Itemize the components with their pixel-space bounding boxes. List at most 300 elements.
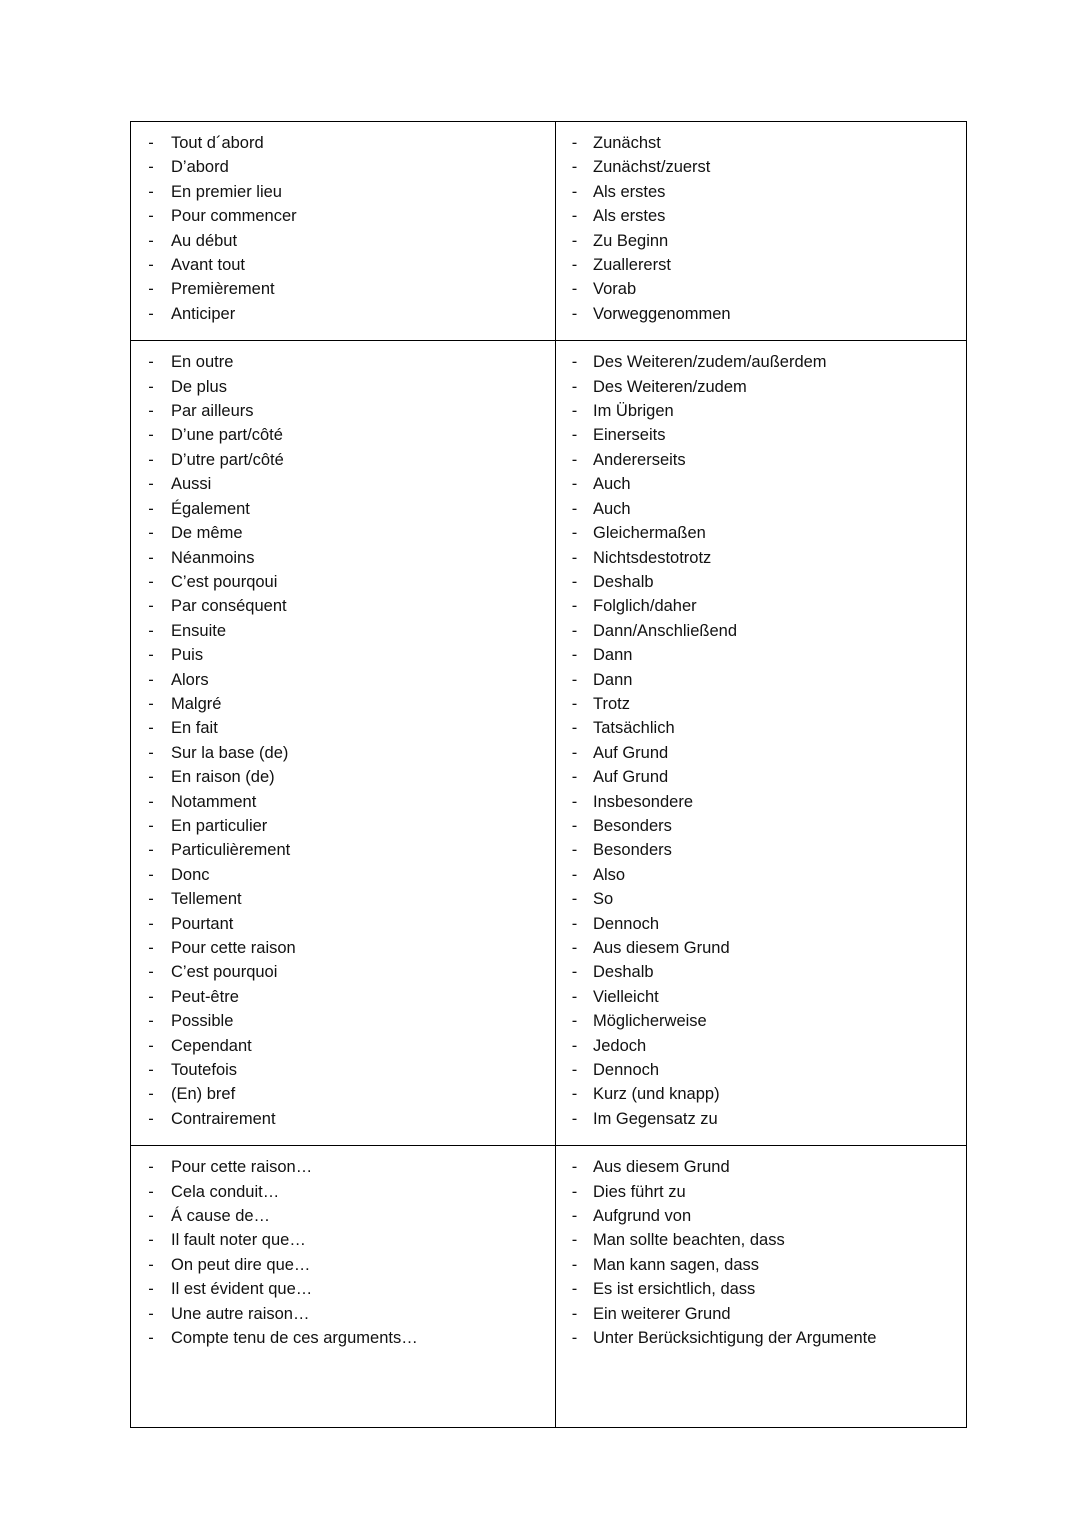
list-item xyxy=(131,1204,555,1228)
bullet-dash: - xyxy=(148,1085,154,1104)
list-item-label: Tout d´abord xyxy=(171,134,264,152)
list-item xyxy=(131,912,555,936)
list-item xyxy=(556,229,966,253)
section-3-french-spacer xyxy=(131,1351,555,1413)
list-item-label: Aus diesem Grund xyxy=(593,939,730,957)
list-item xyxy=(131,716,555,740)
list-item-label: Au début xyxy=(171,231,238,250)
bullet-dash: - xyxy=(571,987,578,1006)
list-item-label: Une autre raison… xyxy=(171,1304,310,1323)
list-item-label: De même xyxy=(171,524,243,543)
list-item-label: Gleichermaßen xyxy=(593,524,706,543)
bullet-dash: - xyxy=(571,1182,578,1201)
bullet-dash: - xyxy=(571,694,578,713)
list-item-label: Malgré xyxy=(171,694,222,713)
bullet-dash: - xyxy=(148,402,154,421)
list-item-label: Alors xyxy=(171,670,209,689)
list-item-label: Premièrement xyxy=(171,280,275,299)
section-2-french-list xyxy=(131,350,555,1131)
list-item xyxy=(556,692,966,716)
bullet-dash: - xyxy=(571,475,578,494)
list-item-label: Des Weiteren/zudem/außerdem xyxy=(593,353,827,372)
list-item xyxy=(556,1228,966,1252)
list-item xyxy=(131,1082,555,1106)
list-item-label: Man sollte beachten, dass xyxy=(593,1231,785,1250)
list-item-label: Auch xyxy=(593,499,631,518)
list-item-label: Im Gegensatz zu xyxy=(593,1109,718,1128)
bullet-dash: - xyxy=(571,1158,578,1177)
bullet-dash: - xyxy=(148,1231,154,1250)
section-1-french-list xyxy=(131,131,555,326)
list-item-label: Donc xyxy=(171,865,210,884)
bullet-dash: - xyxy=(148,1012,154,1031)
section-1-german-list xyxy=(556,131,966,326)
list-item xyxy=(556,1277,966,1301)
list-item-label: Particulièrement xyxy=(171,841,291,860)
list-item-label: Toutefois xyxy=(171,1061,238,1080)
list-item xyxy=(556,741,966,765)
bullet-dash: - xyxy=(571,182,578,201)
list-item xyxy=(556,423,966,447)
list-item xyxy=(131,546,555,570)
list-item-label: En particulier xyxy=(171,816,268,835)
list-item-label: Pour cette raison xyxy=(171,939,296,957)
list-item-label: Tatsächlich xyxy=(593,719,675,738)
bullet-dash: - xyxy=(571,207,578,226)
bullet-dash: - xyxy=(148,475,154,494)
bullet-dash: - xyxy=(148,621,154,640)
list-item-label: Vorweggenommen xyxy=(593,304,731,323)
list-item xyxy=(131,741,555,765)
bullet-dash: - xyxy=(148,597,154,616)
list-item xyxy=(556,1107,966,1131)
list-item xyxy=(556,497,966,521)
bullet-dash: - xyxy=(571,256,578,275)
bullet-dash: - xyxy=(148,256,154,275)
list-item xyxy=(131,692,555,716)
list-item xyxy=(131,399,555,423)
bullet-dash: - xyxy=(571,426,578,445)
bullet-dash: - xyxy=(571,621,578,640)
bullet-dash: - xyxy=(148,939,154,957)
list-item xyxy=(556,204,966,228)
list-item xyxy=(131,838,555,862)
bullet-dash: - xyxy=(571,1061,578,1080)
bullet-dash: - xyxy=(148,548,154,567)
bullet-dash: - xyxy=(571,450,578,469)
list-item-label: Aussi xyxy=(171,475,212,494)
bullet-dash: - xyxy=(148,182,154,201)
list-item xyxy=(131,204,555,228)
list-item xyxy=(556,521,966,545)
list-item-label: Avant tout xyxy=(171,256,246,275)
bullet-dash: - xyxy=(148,304,154,323)
list-item xyxy=(131,497,555,521)
list-item-label: Einerseits xyxy=(593,426,666,445)
bullet-dash: - xyxy=(571,499,578,518)
list-item-label: Aus diesem Grund xyxy=(593,1158,730,1177)
list-item-label: Aufgrund von xyxy=(593,1207,692,1226)
list-item-label: Possible xyxy=(171,1012,234,1031)
bullet-dash: - xyxy=(148,694,154,713)
list-item xyxy=(556,594,966,618)
list-item-label: Also xyxy=(593,865,626,884)
bullet-dash: - xyxy=(148,646,154,665)
list-item-label: Á cause de… xyxy=(171,1207,271,1226)
list-item xyxy=(556,814,966,838)
table-row xyxy=(131,341,967,1146)
bullet-dash: - xyxy=(571,1109,578,1128)
bullet-dash: - xyxy=(571,280,578,299)
list-item xyxy=(556,765,966,789)
bullet-dash: - xyxy=(571,841,578,860)
bullet-dash: - xyxy=(148,1036,154,1055)
bullet-dash: - xyxy=(148,499,154,518)
bullet-dash: - xyxy=(148,1280,154,1299)
list-item-label: Zunächst/zuerst xyxy=(593,158,711,177)
list-item xyxy=(556,448,966,472)
bullet-dash: - xyxy=(148,816,154,835)
list-item-label: Dennoch xyxy=(593,914,660,933)
list-item xyxy=(131,1034,555,1058)
bullet-dash: - xyxy=(571,1280,578,1299)
list-item-label: Jedoch xyxy=(593,1036,647,1055)
list-item-label: De plus xyxy=(171,377,227,396)
list-item xyxy=(131,619,555,643)
vocabulary-table xyxy=(130,121,967,1428)
list-item xyxy=(131,668,555,692)
list-item-label: Vielleicht xyxy=(593,987,659,1006)
bullet-dash: - xyxy=(571,792,578,811)
list-item xyxy=(556,1253,966,1277)
list-item xyxy=(131,594,555,618)
list-item-label: So xyxy=(593,890,614,909)
list-item xyxy=(131,448,555,472)
list-item xyxy=(556,1155,966,1179)
bullet-dash: - xyxy=(148,1061,154,1080)
bullet-dash: - xyxy=(148,719,154,738)
list-item-label: Als erstes xyxy=(593,207,666,226)
bullet-dash: - xyxy=(571,402,578,421)
list-item xyxy=(131,1253,555,1277)
list-item xyxy=(131,643,555,667)
bullet-dash: - xyxy=(571,377,578,396)
list-item-label: C’est pourquoi xyxy=(171,963,278,982)
section-2-german-list xyxy=(556,350,966,1131)
list-item xyxy=(556,716,966,740)
bullet-dash: - xyxy=(571,524,578,543)
bullet-dash: - xyxy=(571,1207,578,1226)
list-item xyxy=(556,155,966,179)
list-item-label: Des Weiteren/zudem xyxy=(593,377,747,396)
list-item xyxy=(556,838,966,862)
bullet-dash: - xyxy=(571,572,578,591)
list-item-label: Il fault noter que… xyxy=(171,1231,306,1250)
list-item xyxy=(131,1302,555,1326)
bullet-dash: - xyxy=(148,1182,154,1201)
list-item xyxy=(131,570,555,594)
bullet-dash: - xyxy=(148,1255,154,1274)
list-item xyxy=(556,985,966,1009)
list-item-label: Dann xyxy=(593,646,633,665)
bullet-dash: - xyxy=(148,158,154,177)
bullet-dash: - xyxy=(148,1158,154,1177)
bullet-dash: - xyxy=(148,841,154,860)
list-item-label: Dies führt zu xyxy=(593,1182,686,1201)
bullet-dash: - xyxy=(148,1329,154,1348)
list-item xyxy=(556,472,966,496)
section-2-german-cell xyxy=(556,341,967,1146)
list-item-label: Notamment xyxy=(171,792,257,811)
list-item xyxy=(556,1326,966,1350)
list-item-label: Dennoch xyxy=(593,1061,660,1080)
list-item xyxy=(556,1204,966,1228)
list-item-label: Es ist ersichtlich, dass xyxy=(593,1280,756,1299)
table-row xyxy=(131,122,967,341)
list-item xyxy=(131,229,555,253)
bullet-dash: - xyxy=(148,987,154,1006)
list-item-label: C’est pourqoui xyxy=(171,572,278,591)
list-item xyxy=(556,570,966,594)
bullet-dash: - xyxy=(571,1231,578,1250)
list-item-label: Compte tenu de ces arguments… xyxy=(171,1329,418,1348)
list-item xyxy=(131,350,555,374)
list-item xyxy=(556,1009,966,1033)
list-item-label: Cela conduit… xyxy=(171,1182,280,1201)
bullet-dash: - xyxy=(148,792,154,811)
list-item xyxy=(556,277,966,301)
list-item-label: En outre xyxy=(171,353,234,372)
section-3-french-cell xyxy=(131,1146,556,1427)
list-item xyxy=(556,546,966,570)
list-item xyxy=(131,814,555,838)
list-item-label: En raison (de) xyxy=(171,768,275,787)
list-item xyxy=(556,131,966,155)
list-item xyxy=(131,472,555,496)
list-item xyxy=(131,765,555,789)
bullet-dash: - xyxy=(571,939,578,957)
bullet-dash: - xyxy=(571,1329,578,1348)
list-item xyxy=(556,350,966,374)
list-item xyxy=(131,253,555,277)
list-item xyxy=(131,1107,555,1131)
bullet-dash: - xyxy=(148,231,154,250)
bullet-dash: - xyxy=(148,865,154,884)
bullet-dash: - xyxy=(571,231,578,250)
list-item xyxy=(131,887,555,911)
list-item-label: Il est évident que… xyxy=(171,1280,313,1299)
bullet-dash: - xyxy=(148,426,154,445)
bullet-dash: - xyxy=(148,963,154,982)
bullet-dash: - xyxy=(148,768,154,787)
list-item xyxy=(131,131,555,155)
list-item xyxy=(556,1058,966,1082)
list-item-label: Nichtsdestotrotz xyxy=(593,548,712,567)
bullet-dash: - xyxy=(148,890,154,909)
bullet-dash: - xyxy=(148,1109,154,1128)
list-item-label: En premier lieu xyxy=(171,182,282,201)
bullet-dash: - xyxy=(571,548,578,567)
bullet-dash: - xyxy=(571,914,578,933)
list-item-label: (En) bref xyxy=(171,1085,236,1104)
list-item xyxy=(131,155,555,179)
list-item-label: Folglich/daher xyxy=(593,597,697,616)
section-2-french-cell xyxy=(131,341,556,1146)
list-item xyxy=(131,423,555,447)
list-item xyxy=(131,521,555,545)
list-item-label: Kurz (und knapp) xyxy=(593,1085,720,1104)
list-item xyxy=(131,790,555,814)
list-item xyxy=(556,1302,966,1326)
bullet-dash: - xyxy=(571,865,578,884)
list-item-label: Besonders xyxy=(593,816,672,835)
list-item xyxy=(556,887,966,911)
bullet-dash: - xyxy=(571,670,578,689)
list-item-label: Anticiper xyxy=(171,304,236,323)
table-row xyxy=(131,1146,967,1427)
list-item-label: Contrairement xyxy=(171,1109,276,1128)
list-item-label: Vorab xyxy=(593,280,637,299)
list-item-label: Als erstes xyxy=(593,182,666,201)
section-3-german-cell xyxy=(556,1146,967,1427)
list-item xyxy=(556,375,966,399)
list-item xyxy=(556,643,966,667)
list-item xyxy=(556,1180,966,1204)
list-item-label: Néanmoins xyxy=(171,548,255,567)
list-item-label: Par ailleurs xyxy=(171,402,254,421)
bullet-dash: - xyxy=(148,670,154,689)
bullet-dash: - xyxy=(571,1304,578,1323)
list-item-label: Man kann sagen, dass xyxy=(593,1255,760,1274)
list-item-label: Trotz xyxy=(593,694,630,713)
list-item-label: Unter Berücksichtigung der Argumente xyxy=(593,1329,877,1348)
section-1-french-cell xyxy=(131,122,556,341)
bullet-dash: - xyxy=(148,1304,154,1323)
list-item xyxy=(556,399,966,423)
bullet-dash: - xyxy=(571,646,578,665)
list-item xyxy=(556,302,966,326)
list-item-label: Andererseits xyxy=(593,450,686,469)
list-item xyxy=(131,180,555,204)
list-item xyxy=(131,1326,555,1350)
bullet-dash: - xyxy=(148,743,154,762)
bullet-dash: - xyxy=(571,743,578,762)
list-item xyxy=(131,277,555,301)
section-3-french-list xyxy=(131,1155,555,1350)
list-item-label: Im Übrigen xyxy=(593,402,674,421)
bullet-dash: - xyxy=(571,353,578,372)
list-item-label: D’utre part/côté xyxy=(171,450,284,469)
list-item-label: Insbesondere xyxy=(593,792,693,811)
bullet-dash: - xyxy=(571,1012,578,1031)
bullet-dash: - xyxy=(571,134,578,152)
bullet-dash: - xyxy=(571,1085,578,1104)
bullet-dash: - xyxy=(148,1207,154,1226)
bullet-dash: - xyxy=(571,597,578,616)
bullet-dash: - xyxy=(148,280,154,299)
list-item xyxy=(131,1009,555,1033)
list-item-label: D’abord xyxy=(171,158,229,177)
list-item-label: Auf Grund xyxy=(593,768,669,787)
list-item-label: Pourtant xyxy=(171,914,234,933)
bullet-dash: - xyxy=(148,914,154,933)
list-item-label: Auf Grund xyxy=(593,743,669,762)
list-item-label: Pour commencer xyxy=(171,207,297,226)
list-item xyxy=(131,936,555,960)
section-1-german-cell xyxy=(556,122,967,341)
list-item-label: Dann/Anschließend xyxy=(593,621,738,640)
list-item-label: Par conséquent xyxy=(171,597,287,616)
list-item-label: Ein weiterer Grund xyxy=(593,1304,731,1323)
list-item xyxy=(131,1058,555,1082)
list-item xyxy=(556,619,966,643)
list-item xyxy=(556,668,966,692)
bullet-dash: - xyxy=(571,719,578,738)
list-item-label: Également xyxy=(171,499,250,518)
list-item xyxy=(556,1034,966,1058)
list-item-label: Pour cette raison… xyxy=(171,1158,313,1177)
bullet-dash: - xyxy=(148,207,154,226)
bullet-dash: - xyxy=(571,1036,578,1055)
bullet-dash: - xyxy=(571,1255,578,1274)
list-item-label: Peut-être xyxy=(171,987,239,1006)
list-item-label: Besonders xyxy=(593,841,672,860)
list-item xyxy=(131,1277,555,1301)
list-item xyxy=(556,863,966,887)
list-item xyxy=(556,253,966,277)
list-item xyxy=(131,302,555,326)
list-item-label: Cependant xyxy=(171,1036,252,1055)
list-item-label: Puis xyxy=(171,646,204,665)
list-item-label: Tellement xyxy=(171,890,242,909)
list-item-label: Zuallererst xyxy=(593,256,671,275)
bullet-dash: - xyxy=(571,304,578,323)
list-item xyxy=(131,985,555,1009)
list-item xyxy=(131,863,555,887)
list-item-label: Sur la base (de) xyxy=(171,743,289,762)
list-item xyxy=(131,1180,555,1204)
list-item-label: En fait xyxy=(171,719,218,738)
list-item-label: Zu Beginn xyxy=(593,231,669,250)
list-item-label: Auch xyxy=(593,475,631,494)
bullet-dash: - xyxy=(571,158,578,177)
bullet-dash: - xyxy=(571,816,578,835)
bullet-dash: - xyxy=(148,377,154,396)
bullet-dash: - xyxy=(571,768,578,787)
section-3-german-list xyxy=(556,1155,966,1350)
bullet-dash: - xyxy=(148,353,154,372)
section-3-german-spacer xyxy=(556,1351,966,1413)
list-item xyxy=(131,960,555,984)
list-item xyxy=(556,180,966,204)
list-item-label: Ensuite xyxy=(171,621,227,640)
list-item-label: Dann xyxy=(593,670,633,689)
list-item xyxy=(556,912,966,936)
bullet-dash: - xyxy=(148,572,154,591)
bullet-dash: - xyxy=(571,890,578,909)
list-item xyxy=(556,790,966,814)
list-item xyxy=(131,375,555,399)
list-item xyxy=(556,936,966,960)
bullet-dash: - xyxy=(571,963,578,982)
list-item-label: Deshalb xyxy=(593,572,654,591)
bullet-dash: - xyxy=(148,134,154,152)
list-item-label: Deshalb xyxy=(593,963,654,982)
bullet-dash: - xyxy=(148,450,154,469)
list-item-label: D’une part/côté xyxy=(171,426,283,445)
vocabulary-table-wrapper xyxy=(130,121,964,1428)
list-item-label: Zunächst xyxy=(593,134,661,152)
